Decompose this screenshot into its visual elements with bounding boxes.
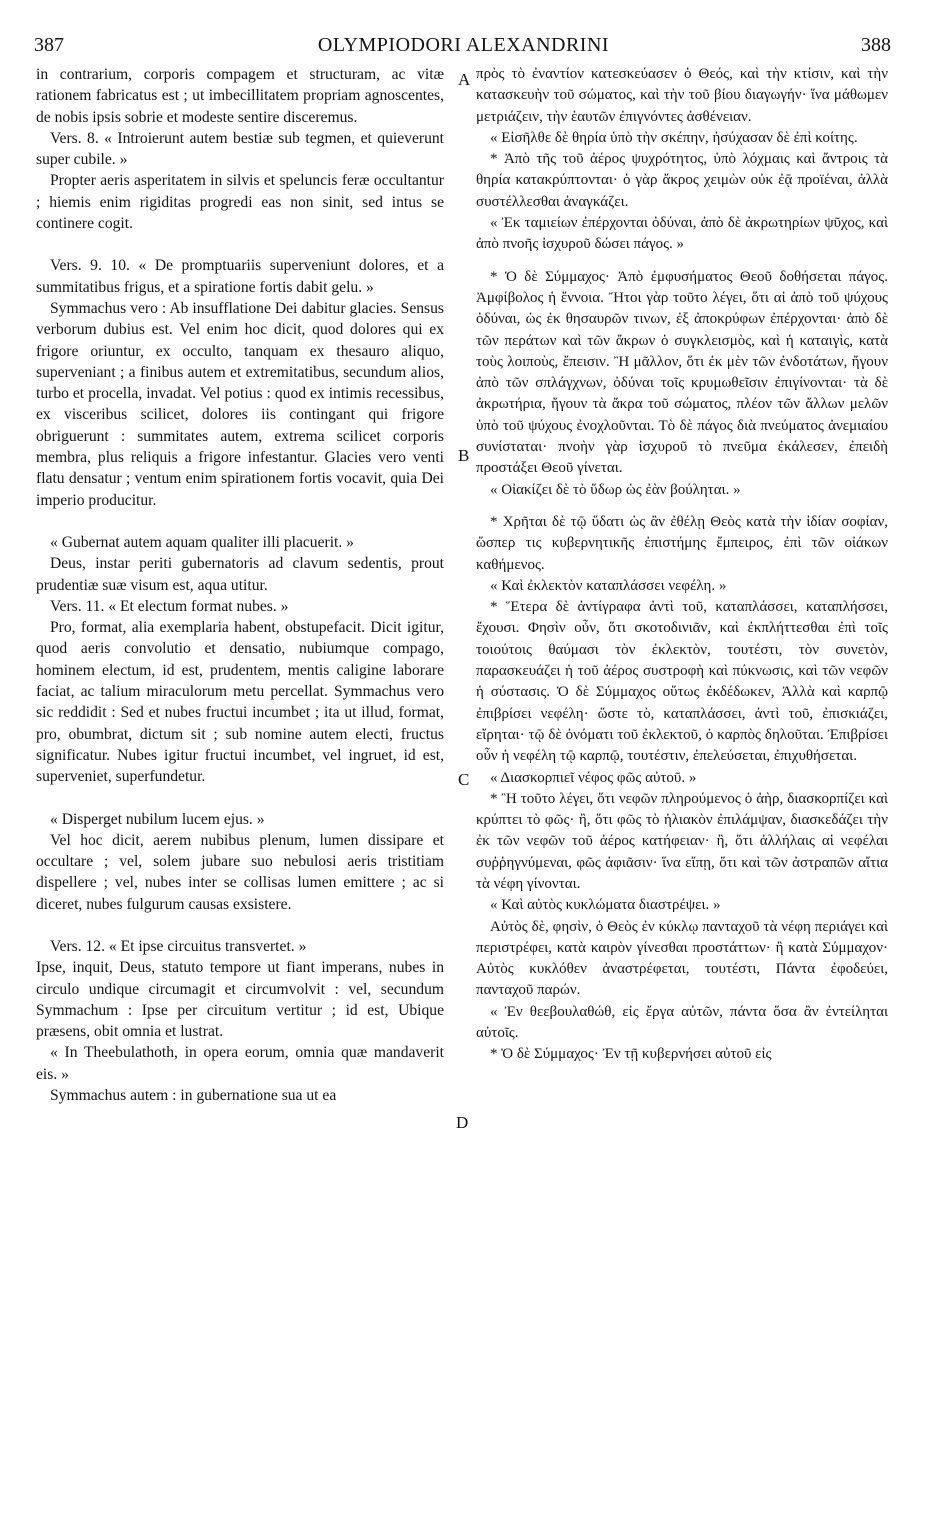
- greek-paragraph: * Χρῆται δὲ τῷ ὕδατι ὡς ἂν ἐθέλῃ Θεὸς κατὰ τὴν ἰδίαν σοφίαν, ὥσπερ τις κυβερνητικῆς ἐπιστήμης ἔμπειρος, ἐπὶ τῶν οἰάκων καθήμενος.: [476, 513, 888, 573]
- verse-heading: Vers. 12. « Et ipse circuitus transvertet. »: [50, 937, 307, 955]
- lemma: « Ἐν θεεβουλαθώθ, εἰς ἔργα αὐτῶν, πάντα ὅσα ἂν ἐντείληται αὐτοῖς.: [476, 1003, 888, 1042]
- lemma: « Disperget nubilum lucem ejus. »: [50, 810, 265, 828]
- lemma: « Εἰσῆλθε δὲ θηρία ὑπὸ τὴν σκέπην, ἡσύχασαν δὲ ἐπὶ κοίτης.: [490, 129, 858, 146]
- latin-paragraph: in contrarium, corporis compagem et structuram, ac vitæ rationem fabricatus est ; ut imbecillitatem propriam agnoscentes, de nobis ipsis sobrie et modeste sentire disceremus.: [36, 66, 444, 126]
- lemma: « Ἐκ ταμιείων ἐπέρχονται ὀδύναι, ἀπὸ δὲ ἀκρωτηρίων ψῦχος, καὶ ἀπὸ πνοῆς ἰσχυροῦ δώσει πάγος. »: [476, 215, 888, 253]
- section-marker-a: A: [458, 70, 471, 89]
- latin-paragraph: Propter aeris asperitatem in silvis et speluncis feræ occultantur ; hiemis enim rigiditas progredi eas non sinit, sed intus se continere cogit.: [36, 172, 444, 233]
- lemma: « Gubernat autem aquam qualiter illi placuerit. »: [50, 533, 354, 551]
- section-marker-c: C: [458, 770, 470, 789]
- verse-heading: Vers. 9. 10. « De promptuariis superveniunt dolores, et a summitatibus frigus, et a spiratione fortis dabit gelu. »: [36, 257, 444, 296]
- greek-paragraph: * Ἢ τοῦτο λέγει, ὅτι νεφῶν πληρούμενος ὁ ἀὴρ, διασκορπίζει καὶ κρύπτει τὸ φῶς· ἢ, ὅτι φῶς τὸ ἡλιακὸν ἐπιλάμψαν, διασκεδάζει τὴν ἐκ τῶν νεφῶν τοῦ ἀέρος κατήφειαν· ἢ, ὅτι ἀλλήλαις αἱ νεφέλαι συῤῥηγνύμεναι, φῶς ἀφιᾶσιν· ἵνα εἴπῃ, ὅτι καὶ τῶν ἀστραπῶν αἴτια τὰ νέφη γίνονται.: [476, 790, 888, 892]
- lemma: « Καὶ ἐκλεκτὸν καταπλάσσει νεφέλη. »: [490, 577, 727, 594]
- latin-column: [36, 64, 444, 1106]
- greek-column: [476, 64, 888, 1066]
- page-number-right: 388: [861, 34, 891, 56]
- latin-paragraph: Pro, format, alia exemplaria habent, obstupefacit. Dicit igitur, quod aeris convolutio et densatio, nubiumque compago, hominem electum, id est, prudentem, mentis caligine laborare faciat, ac talium miraculorum metu percellat. Symmachus vero sic reddidit : Sed et nubes fructui incumbet ; ita ut illud, format, pro, obumbrat, dictum sit ; sub nomine autem electi, fructus significatur. Nubes igitur fructui incumbet, vel ingruet, id est, superveniet, superfundetur.: [36, 619, 444, 786]
- greek-paragraph: * Ὁ δὲ Σύμμαχος· Ἐν τῇ κυβερνήσει αὐτοῦ εἰς: [490, 1046, 772, 1063]
- verse-heading: Vers. 11. « Et electum format nubes. »: [50, 597, 289, 615]
- running-header: [30, 34, 897, 60]
- section-marker-b: B: [458, 446, 470, 465]
- latin-paragraph: Ipse, inquit, Deus, statuto tempore ut fiant imperans, nubes in circulo undique circumagit et circumvolvit : vel, secundum Symmachum : Ipse per circuitum vertitur ; id est, Ubique præsens, obit omnia et lustrat.: [36, 959, 444, 1041]
- lemma: « Καὶ αὐτὸς κυκλώματα διαστρέψει. »: [490, 897, 721, 914]
- lemma: « Οἰακίζει δὲ τὸ ὕδωρ ὡς ἐὰν βούληται. »: [490, 481, 741, 498]
- greek-paragraph: * Ἕτερα δὲ ἀντίγραφα ἀντὶ τοῦ, καταπλάσσει, καταπλήσσει, ἔχουσι. Φησὶν οὖν, ὅτι σκοτοδινιᾶν, καὶ ἐκπλήττεσθαι ἐπὶ τοῖς τοιούτοις θαύμασι τὸν ἐκλεκτὸν, τουτέστι, τὸν συνετὸν, παρασκευάζει ἡ τοῦ ἀέρος συστροφὴ καὶ πύκνωσις, καὶ τῶν νεφῶν ἡ σύστασις. Ὁ δὲ Σύμμαχος οὕτως ἐκδέδωκεν, Ἀλλὰ καὶ καρπῷ ἐπιβρίσει νεφέλη· ὥστε τὸ, καταπλάσσει, ἀντὶ τοῦ, ἐπισκιάζει, εἴρηται· τῷ δὲ ὀνόματι τοῦ ἐκλεκτοῦ, ὁ καρπὸς δηλοῦται. Ἐπιβρίσει οὖν ἡ νεφέλη τῷ καρπῷ, τουτέστιν, ἐπελεύσεται, ἐπιχυθήσεται.: [476, 599, 888, 765]
- latin-paragraph: Deus, instar periti gubernatoris ad clavum sedentis, prout prudentiæ suæ visum est, aqua utitur.: [36, 555, 444, 594]
- greek-paragraph: * Ἀπὸ τῆς τοῦ ἀέρος ψυχρότητος, ὑπὸ λόχμαις καὶ ἄντροις τὰ θηρία κατακρύπτονται· ὁ γὰρ ἄκρος χειμὼν οὐκ ἐᾷ προϊέναι, ἀλλὰ συστέλλεσθαι ἀναγκάζει.: [476, 151, 888, 210]
- running-title: OLYMPIODORI ALEXANDRINI: [317, 34, 610, 56]
- lemma: « In Theebulathoth, in opera eorum, omnia quæ mandaverit eis. »: [36, 1044, 444, 1083]
- greek-paragraph: Αὐτὸς δὲ, φησὶν, ὁ Θεὸς ἐν κύκλῳ πανταχοῦ τὰ νέφη περιάγει καὶ περιστρέφει, κατὰ καιρὸν γίνεσθαι προστάττων· ἢ κατὰ Σύμμαχον· Αὐτὸς κυκλόθεν ἀναστρέφεται, τουτέστι, Πάντα ἐφοδεύει, πανταχοῦ παρών.: [476, 918, 888, 999]
- verse-heading: Vers. 8. « Introierunt autem bestiæ sub tegmen, et quieverunt super cubile. »: [36, 129, 444, 169]
- latin-paragraph: Vel hoc dicit, aerem nubibus plenum, lumen dissipare et occultare ; vel, solem jubare suo nebulosi aeris tristitiam dispellere ; vel, nubes inter se collisas lumen emittere ; ac si diceret, nubes fulgurum causas exsistere.: [36, 831, 444, 913]
- latin-paragraph: Symmachus vero : Ab insufflatione Dei dabitur glacies. Sensus verborum dubius est. Vel enim hoc dicit, quod dolores qui ex frigore oriuntur, ex occulto, tanquam ex thesauro aliquo, superveniant ; a finibus autem et extremitatibus, secundum alios, turbo et procella, invadat. Vel potius : quod ex intimis recessibus, ex visceribus scilicet, dolores iis contingant qui frigore obriguerunt : summitates autem, extrema scilicet corporis membra, plus reliquis a frigore infestantur. Glacies vero venti flatu densatur ; ventum enim spirationem fortis vocavit, quia Dei imperio producitur.: [36, 299, 444, 509]
- lemma: « Διασκορπιεῖ νέφος φῶς αὐτοῦ. »: [490, 769, 697, 786]
- greek-paragraph: * Ὁ δὲ Σύμμαχος· Ἀπὸ ἐμφυσήματος Θεοῦ δοθήσεται πάγος. Ἀμφίβολος ἡ ἔννοια. Ἤτοι γὰρ τοῦτο λέγει, ὅτι αἱ ἀπὸ τοῦ ψύχους ὀδύναι, ὡς ἐκ θησαυρῶν τινων, ἐξ ἀποκρύφων ἐπέρχονται· ἀπὸ δὲ τῶν περάτων καὶ τῶν ἄκρων ὁ συγκλεισμὸς, καὶ ἡ καταιγὶς, κατὰ τοὺς λοιποὺς, ἔπεισιν. Ἢ μᾶλλον, ὅτι ἐκ μὲν τῶν ἐνδοτάτων, ἤγουν ἀπὸ τῶν σπλάγχνων, ὀδύναι τοῖς κρυμωθεῖσιν ἐπιγίνονται· τὰ δὲ ἀκρωτήρια, ἤγουν τὰ ἄκρα τοῦ σώματος, πλέον τῶν ἄλλων μελῶν ὑπὸ τοῦ ψύχους ἐνοχλοῦνται. Τὸ δὲ πάγος διὰ πνεύματος ἀνεμιαίου συνίσταται· πνοὴν γὰρ ἰσχυροῦ τὸ πνεῦμα ἐκάλεσεν, ἐπειδὴ προστάξει Θεοῦ γίνεται.: [476, 268, 888, 477]
- page-number-left: 387: [34, 34, 64, 56]
- greek-paragraph: πρὸς τὸ ἐναντίον κατεσκεύασεν ὁ Θεός, καὶ τὴν κτίσιν, καὶ τὴν κατασκευὴν τοῦ σώματος, καὶ τὴν τοῦ βίου διαγωγήν· ἵνα μάθωμεν μετριάζειν, τὴν ἑαυτῶν ἐπιγνόντες ἀσθένειαν.: [476, 66, 888, 125]
- section-marker-d: D: [456, 1113, 469, 1132]
- latin-paragraph: Symmachus autem : in gubernatione sua ut ea: [50, 1087, 337, 1105]
